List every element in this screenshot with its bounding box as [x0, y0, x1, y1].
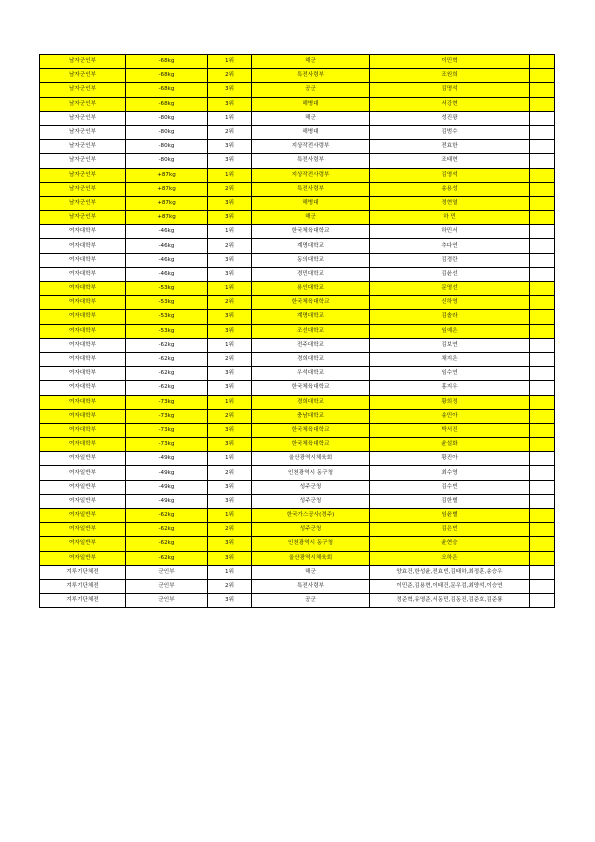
team-cell: 성주군청: [252, 480, 370, 494]
rank-cell: 1위: [208, 565, 252, 579]
weight-class-cell: -62kg: [126, 551, 208, 565]
table-row: [40, 282, 555, 296]
athlete-name-cell: 김범수: [370, 125, 530, 139]
table-row: [40, 523, 555, 537]
athlete-name-cell: 김경란: [370, 253, 530, 267]
division-cell: 겨루기단체전: [40, 565, 126, 579]
rank-cell: 2위: [208, 466, 252, 480]
table-row: [40, 565, 555, 579]
empty-cell: [530, 494, 555, 508]
empty-cell: [530, 594, 555, 608]
table-row: [40, 423, 555, 437]
team-cell: 전주대학교: [252, 338, 370, 352]
athlete-name-cell: 문영선: [370, 282, 530, 296]
athlete-name-cell: 홍지우: [370, 381, 530, 395]
rank-cell: 3위: [208, 140, 252, 154]
table-row: [40, 97, 555, 111]
division-cell: 여자대학부: [40, 239, 126, 253]
table-row: [40, 338, 555, 352]
team-cell: 경희대학교: [252, 395, 370, 409]
division-cell: 남자군인부: [40, 168, 126, 182]
athlete-name-cell: 김보연: [370, 338, 530, 352]
athlete-name-cell: 임예은: [370, 324, 530, 338]
team-cell: 경희대학교: [252, 352, 370, 366]
division-cell: 남자군인부: [40, 140, 126, 154]
team-cell: 지상작전사령부: [252, 168, 370, 182]
rank-cell: 1위: [208, 509, 252, 523]
athlete-name-cell: 신하영: [370, 296, 530, 310]
weight-class-cell: -73kg: [126, 409, 208, 423]
team-cell: 울산광역시체육회: [252, 551, 370, 565]
division-cell: 여자대학부: [40, 409, 126, 423]
table-row: [40, 579, 555, 593]
division-cell: 여자대학부: [40, 310, 126, 324]
table-row: [40, 253, 555, 267]
team-cell: 한국체육대학교: [252, 423, 370, 437]
weight-class-cell: -80kg: [126, 154, 208, 168]
athlete-name-cell: 이민준,김용현,이태건,문우검,최양석,이승연: [370, 579, 530, 593]
table-row: [40, 409, 555, 423]
weight-class-cell: -62kg: [126, 537, 208, 551]
empty-cell: [530, 154, 555, 168]
table-row: [40, 111, 555, 125]
rank-cell: 3위: [208, 154, 252, 168]
rank-cell: 1위: [208, 452, 252, 466]
weight-class-cell: -80kg: [126, 111, 208, 125]
division-cell: 남자군인부: [40, 154, 126, 168]
table-row: [40, 381, 555, 395]
table-row: [40, 537, 555, 551]
division-cell: 여자대학부: [40, 267, 126, 281]
empty-cell: [530, 211, 555, 225]
empty-cell: [530, 267, 555, 281]
table-row: [40, 55, 555, 69]
weight-class-cell: -68kg: [126, 97, 208, 111]
table-row: [40, 296, 555, 310]
rank-cell: 3위: [208, 324, 252, 338]
weight-class-cell: -73kg: [126, 395, 208, 409]
empty-cell: [530, 480, 555, 494]
team-cell: 우석대학교: [252, 367, 370, 381]
empty-cell: [530, 579, 555, 593]
table-row: [40, 182, 555, 196]
empty-cell: [530, 537, 555, 551]
weight-class-cell: -73kg: [126, 438, 208, 452]
athlete-name-cell: 정준혁,유영준,서동민,김동진,김준호,김준룡: [370, 594, 530, 608]
weight-class-cell: +87kg: [126, 211, 208, 225]
empty-cell: [530, 111, 555, 125]
team-cell: 특전사령부: [252, 182, 370, 196]
rank-cell: 2위: [208, 239, 252, 253]
athlete-name-cell: 오하은: [370, 551, 530, 565]
rank-cell: 2위: [208, 579, 252, 593]
table-row: [40, 438, 555, 452]
team-cell: 특전사령부: [252, 69, 370, 83]
weight-class-cell: -49kg: [126, 494, 208, 508]
table-row: [40, 352, 555, 366]
division-cell: 남자군인부: [40, 83, 126, 97]
athlete-name-cell: 김솔라: [370, 310, 530, 324]
division-cell: 여자대학부: [40, 395, 126, 409]
team-cell: 특전사령부: [252, 154, 370, 168]
weight-class-cell: +87kg: [126, 168, 208, 182]
table-row: [40, 125, 555, 139]
division-cell: 남자군인부: [40, 111, 126, 125]
weight-class-cell: -49kg: [126, 480, 208, 494]
athlete-name-cell: 윤설화: [370, 438, 530, 452]
weight-class-cell: -46kg: [126, 267, 208, 281]
table-row: [40, 367, 555, 381]
rank-cell: 1위: [208, 395, 252, 409]
weight-class-cell: +87kg: [126, 196, 208, 210]
table-row: [40, 480, 555, 494]
team-cell: 인천광역시 동구청: [252, 466, 370, 480]
empty-cell: [530, 282, 555, 296]
athlete-name-cell: 하 민: [370, 211, 530, 225]
division-cell: 여자대학부: [40, 338, 126, 352]
empty-cell: [530, 324, 555, 338]
athlete-name-cell: 김명석: [370, 83, 530, 97]
table-row: [40, 509, 555, 523]
athlete-name-cell: 양효건,한성윤,전효빈,김태하,최정훈,송승우: [370, 565, 530, 579]
division-cell: 여자대학부: [40, 253, 126, 267]
athlete-name-cell: 송민아: [370, 409, 530, 423]
empty-cell: [530, 97, 555, 111]
division-cell: 남자군인부: [40, 182, 126, 196]
empty-cell: [530, 395, 555, 409]
division-cell: 여자일반부: [40, 452, 126, 466]
team-cell: 성주군청: [252, 494, 370, 508]
division-cell: 여자대학부: [40, 381, 126, 395]
weight-class-cell: -46kg: [126, 253, 208, 267]
empty-cell: [530, 367, 555, 381]
rank-cell: 1위: [208, 282, 252, 296]
rank-cell: 2위: [208, 409, 252, 423]
team-cell: 성주군청: [252, 523, 370, 537]
table-row: [40, 452, 555, 466]
weight-class-cell: -46kg: [126, 225, 208, 239]
empty-cell: [530, 83, 555, 97]
table-row: [40, 239, 555, 253]
weight-class-cell: -80kg: [126, 125, 208, 139]
table-row: [40, 168, 555, 182]
empty-cell: [530, 466, 555, 480]
empty-cell: [530, 296, 555, 310]
empty-cell: [530, 182, 555, 196]
rank-cell: 3위: [208, 83, 252, 97]
rank-cell: 3위: [208, 551, 252, 565]
athlete-name-cell: 서강현: [370, 97, 530, 111]
division-cell: 여자대학부: [40, 282, 126, 296]
rank-cell: 3위: [208, 480, 252, 494]
division-cell: 여자대학부: [40, 225, 126, 239]
table-row: [40, 196, 555, 210]
athlete-name-cell: 채지은: [370, 352, 530, 366]
athlete-name-cell: 송용성: [370, 182, 530, 196]
table-row: [40, 83, 555, 97]
team-cell: 인천광역시 동구청: [252, 537, 370, 551]
team-cell: 경민대학교: [252, 267, 370, 281]
division-cell: 겨루기단체전: [40, 579, 126, 593]
team-cell: 해병대: [252, 125, 370, 139]
empty-cell: [530, 196, 555, 210]
rank-cell: 3위: [208, 537, 252, 551]
team-cell: 해군: [252, 211, 370, 225]
empty-cell: [530, 338, 555, 352]
rank-cell: 3위: [208, 310, 252, 324]
athlete-name-cell: 성진광: [370, 111, 530, 125]
division-cell: 여자일반부: [40, 551, 126, 565]
team-cell: 해병대: [252, 196, 370, 210]
empty-cell: [530, 168, 555, 182]
weight-class-cell: -53kg: [126, 296, 208, 310]
table-row: [40, 310, 555, 324]
rank-cell: 1위: [208, 225, 252, 239]
rank-cell: 3위: [208, 438, 252, 452]
team-cell: 해군: [252, 55, 370, 69]
table-row: [40, 395, 555, 409]
empty-cell: [530, 239, 555, 253]
team-cell: 한국가스공사(경주): [252, 509, 370, 523]
table-row: [40, 594, 555, 608]
athlete-name-cell: 조원희: [370, 69, 530, 83]
rank-cell: 2위: [208, 352, 252, 366]
rank-cell: 3위: [208, 423, 252, 437]
empty-cell: [530, 69, 555, 83]
division-cell: 여자대학부: [40, 438, 126, 452]
weight-class-cell: 군인부: [126, 594, 208, 608]
division-cell: 여자일반부: [40, 509, 126, 523]
empty-cell: [530, 438, 555, 452]
division-cell: 남자군인부: [40, 55, 126, 69]
division-cell: 여자대학부: [40, 296, 126, 310]
rank-cell: 3위: [208, 594, 252, 608]
athlete-name-cell: 김윤선: [370, 267, 530, 281]
weight-class-cell: -49kg: [126, 452, 208, 466]
team-cell: 한국체육대학교: [252, 438, 370, 452]
division-cell: 여자일반부: [40, 480, 126, 494]
empty-cell: [530, 452, 555, 466]
empty-cell: [530, 409, 555, 423]
athlete-name-cell: 김은빈: [370, 523, 530, 537]
weight-class-cell: -80kg: [126, 140, 208, 154]
table-row: [40, 140, 555, 154]
table-row: [40, 154, 555, 168]
rank-cell: 3위: [208, 381, 252, 395]
athlete-name-cell: 김영석: [370, 168, 530, 182]
rank-cell: 2위: [208, 296, 252, 310]
rank-cell: 3위: [208, 267, 252, 281]
weight-class-cell: -62kg: [126, 381, 208, 395]
weight-class-cell: -68kg: [126, 69, 208, 83]
division-cell: 남자군인부: [40, 211, 126, 225]
weight-class-cell: -49kg: [126, 466, 208, 480]
table-row: [40, 494, 555, 508]
division-cell: 여자일반부: [40, 537, 126, 551]
athlete-name-cell: 임윤별: [370, 509, 530, 523]
table-row: [40, 466, 555, 480]
division-cell: 겨루기단체전: [40, 594, 126, 608]
table-row: [40, 225, 555, 239]
athlete-name-cell: 하민서: [370, 225, 530, 239]
athlete-name-cell: 추다연: [370, 239, 530, 253]
team-cell: 울산광역시체육회: [252, 452, 370, 466]
athlete-name-cell: 윤현승: [370, 537, 530, 551]
empty-cell: [530, 225, 555, 239]
athlete-name-cell: 김한별: [370, 494, 530, 508]
weight-class-cell: -53kg: [126, 282, 208, 296]
athlete-name-cell: 임수연: [370, 367, 530, 381]
division-cell: 여자대학부: [40, 367, 126, 381]
weight-class-cell: -62kg: [126, 338, 208, 352]
division-cell: 여자일반부: [40, 523, 126, 537]
rank-cell: 2위: [208, 69, 252, 83]
results-table: [39, 54, 555, 608]
weight-class-cell: 군인부: [126, 579, 208, 593]
team-cell: 계명대학교: [252, 310, 370, 324]
rank-cell: 3위: [208, 97, 252, 111]
weight-class-cell: -46kg: [126, 239, 208, 253]
division-cell: 여자대학부: [40, 352, 126, 366]
team-cell: 한국체육대학교: [252, 381, 370, 395]
team-cell: 특전사령부: [252, 579, 370, 593]
weight-class-cell: -62kg: [126, 367, 208, 381]
empty-cell: [530, 140, 555, 154]
empty-cell: [530, 253, 555, 267]
results-body: [40, 55, 555, 608]
division-cell: 남자군인부: [40, 97, 126, 111]
weight-class-cell: -53kg: [126, 310, 208, 324]
weight-class-cell: -68kg: [126, 83, 208, 97]
division-cell: 남자군인부: [40, 69, 126, 83]
division-cell: 여자대학부: [40, 423, 126, 437]
team-cell: 공군: [252, 594, 370, 608]
weight-class-cell: -62kg: [126, 523, 208, 537]
weight-class-cell: -53kg: [126, 324, 208, 338]
table-row: [40, 551, 555, 565]
empty-cell: [530, 125, 555, 139]
empty-cell: [530, 551, 555, 565]
empty-cell: [530, 565, 555, 579]
rank-cell: 3위: [208, 196, 252, 210]
athlete-name-cell: 최수영: [370, 466, 530, 480]
team-cell: 해군: [252, 565, 370, 579]
table-row: [40, 324, 555, 338]
athlete-name-cell: 조태현: [370, 154, 530, 168]
team-cell: 해군: [252, 111, 370, 125]
table-row: [40, 69, 555, 83]
rank-cell: 2위: [208, 182, 252, 196]
rank-cell: 1위: [208, 55, 252, 69]
team-cell: 한국체육대학교: [252, 225, 370, 239]
table-row: [40, 211, 555, 225]
rank-cell: 1위: [208, 338, 252, 352]
team-cell: 충남대학교: [252, 409, 370, 423]
athlete-name-cell: 김수빈: [370, 480, 530, 494]
athlete-name-cell: 이민혁: [370, 55, 530, 69]
rank-cell: 2위: [208, 125, 252, 139]
weight-class-cell: -73kg: [126, 423, 208, 437]
division-cell: 남자군인부: [40, 125, 126, 139]
team-cell: 공군: [252, 83, 370, 97]
team-cell: 용인대학교: [252, 282, 370, 296]
rank-cell: 1위: [208, 168, 252, 182]
weight-class-cell: -62kg: [126, 352, 208, 366]
team-cell: 해병대: [252, 97, 370, 111]
team-cell: 지상작전사령부: [252, 140, 370, 154]
table-row: [40, 267, 555, 281]
division-cell: 남자군인부: [40, 196, 126, 210]
weight-class-cell: +87kg: [126, 182, 208, 196]
weight-class-cell: -62kg: [126, 509, 208, 523]
empty-cell: [530, 423, 555, 437]
team-cell: 동의대학교: [252, 253, 370, 267]
rank-cell: 1위: [208, 111, 252, 125]
empty-cell: [530, 381, 555, 395]
athlete-name-cell: 박서진: [370, 423, 530, 437]
division-cell: 여자일반부: [40, 494, 126, 508]
athlete-name-cell: 황진아: [370, 452, 530, 466]
empty-cell: [530, 310, 555, 324]
weight-class-cell: 군인부: [126, 565, 208, 579]
team-cell: 조선대학교: [252, 324, 370, 338]
division-cell: 여자일반부: [40, 466, 126, 480]
athlete-name-cell: 정현열: [370, 196, 530, 210]
rank-cell: 2위: [208, 523, 252, 537]
division-cell: 여자대학부: [40, 324, 126, 338]
athlete-name-cell: 황희정: [370, 395, 530, 409]
rank-cell: 3위: [208, 494, 252, 508]
empty-cell: [530, 509, 555, 523]
rank-cell: 3위: [208, 211, 252, 225]
empty-cell: [530, 55, 555, 69]
athlete-name-cell: 전효한: [370, 140, 530, 154]
weight-class-cell: -68kg: [126, 55, 208, 69]
rank-cell: 3위: [208, 253, 252, 267]
empty-cell: [530, 523, 555, 537]
team-cell: 한국체육대학교: [252, 296, 370, 310]
rank-cell: 3위: [208, 367, 252, 381]
empty-cell: [530, 352, 555, 366]
team-cell: 계명대학교: [252, 239, 370, 253]
